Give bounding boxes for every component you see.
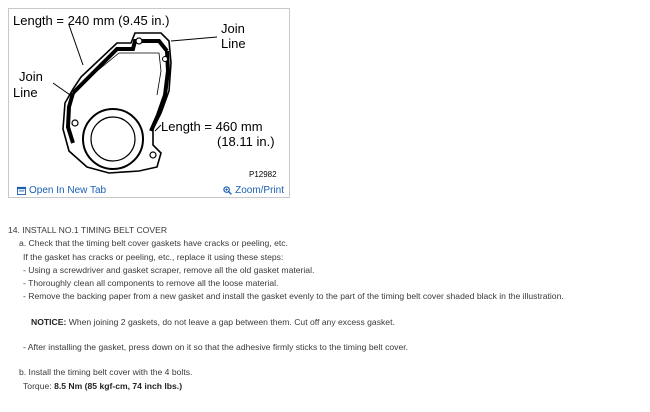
leader-join-right	[171, 37, 217, 41]
label-length-side-1: Length = 460 mm	[161, 119, 263, 134]
step-a-bullet-1: - Using a screwdriver and gasket scraper, remove all the old gasket material.	[23, 264, 315, 275]
illustration-card	[8, 8, 290, 198]
bolt-hole-3	[150, 152, 156, 158]
label-join-right-1: Join	[221, 21, 245, 36]
zoom-print-link[interactable]	[223, 185, 284, 196]
pulley-opening-inner	[91, 117, 135, 161]
step-title: 14. INSTALL NO.1 TIMING BELT COVER	[8, 225, 168, 235]
zoom-icon	[223, 186, 232, 195]
open-in-new-tab-label: Open In New Tab	[29, 185, 107, 196]
step-a-bullet-4: - After installing the gasket, press down on it so that the adhesive firmly sticks to the timing belt cover.	[23, 342, 408, 353]
illustration-links	[9, 185, 289, 197]
notice-label: NOTICE:	[31, 316, 67, 327]
bolt-hole-4	[163, 57, 168, 62]
label-join-right-2: Line	[221, 36, 246, 51]
step-a-bullet-3: - Remove the backing paper from a new gasket and install the gasket evenly to the part of the timing belt cover shaded black in the illustration.	[23, 291, 564, 302]
leader-top-length	[69, 25, 83, 65]
step-b-install: b. Install the timing belt cover with the 4 bolts.	[19, 367, 193, 378]
procedure-text	[8, 224, 648, 393]
notice-text: When joining 2 gaskets, do not leave a gap between them. Cut off any excess gasket.	[66, 316, 395, 327]
torque-spec	[8, 380, 648, 393]
label-join-left-1: Join	[19, 69, 43, 84]
torque-value: 8.5 Nm (85 kgf-cm, 74 inch lbs.)	[54, 380, 183, 391]
step-a-bullet-2: - Thoroughly clean all components to remove all the loose material.	[23, 278, 279, 289]
cover-diagram	[11, 11, 287, 183]
timing-belt-cover-illustration	[11, 11, 287, 183]
step-a-check: a. Check that the timing belt cover gaskets have cracks or peeling, etc.	[19, 238, 288, 249]
label-length-top: Length = 240 mm (9.45 in.)	[13, 13, 170, 28]
leader-join-left	[53, 83, 73, 97]
open-new-tab-icon	[17, 186, 26, 195]
bolt-hole-1	[136, 38, 142, 44]
zoom-print-label: Zoom/Print	[235, 185, 284, 196]
open-in-new-tab-link[interactable]	[17, 185, 106, 196]
figure-code: P12982	[249, 170, 277, 179]
bolt-hole-2	[72, 120, 78, 126]
notice	[8, 316, 648, 329]
step-a-if: If the gasket has cracks or peeling, etc., replace it using these steps:	[23, 251, 284, 262]
label-length-side-2: (18.11 in.)	[217, 134, 275, 149]
label-join-left-2: Line	[13, 85, 38, 100]
torque-label: Torque:	[23, 380, 55, 391]
